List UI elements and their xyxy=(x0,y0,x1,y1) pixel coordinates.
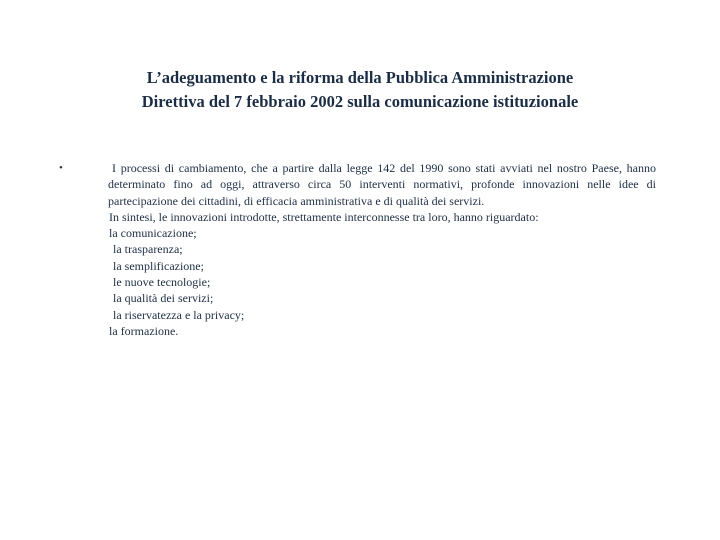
list-item: la riservatezza e la privacy; xyxy=(113,307,245,322)
summary-line: In sintesi, le innovazioni introdotte, strettamente interconnesse tra loro, hanno riguardato: xyxy=(109,209,539,224)
list-item: la trasparenza; xyxy=(113,242,183,257)
title-line-1: L’adeguamento e la riforma della Pubblica Amministrazione xyxy=(146,68,574,87)
list-item: la formazione. xyxy=(109,323,179,338)
list-item: la semplificazione; xyxy=(113,258,204,273)
list-item: le nuove tecnologie; xyxy=(113,275,211,290)
title-line-2: Direttiva del 7 febbraio 2002 sulla comunicazione istituzionale xyxy=(141,92,579,111)
list-item: la qualità dei servizi; xyxy=(113,291,214,306)
intro-paragraph: I processi di cambiamento, che a partire dalla legge 142 del 1990 sono stati avviati nel nostro Paese, hanno determinato fino ad oggi, attraverso circa 50 interventi normativi, profonde innovazioni nelle idee di partecipazione dei cittadini, di efficacia amministrativa e di qualità dei servizi. xyxy=(108,161,656,208)
slide-title xyxy=(60,66,660,114)
bullet-marker: • xyxy=(59,162,63,174)
slide-body xyxy=(108,160,656,339)
list-item: la comunicazione; xyxy=(109,226,197,241)
